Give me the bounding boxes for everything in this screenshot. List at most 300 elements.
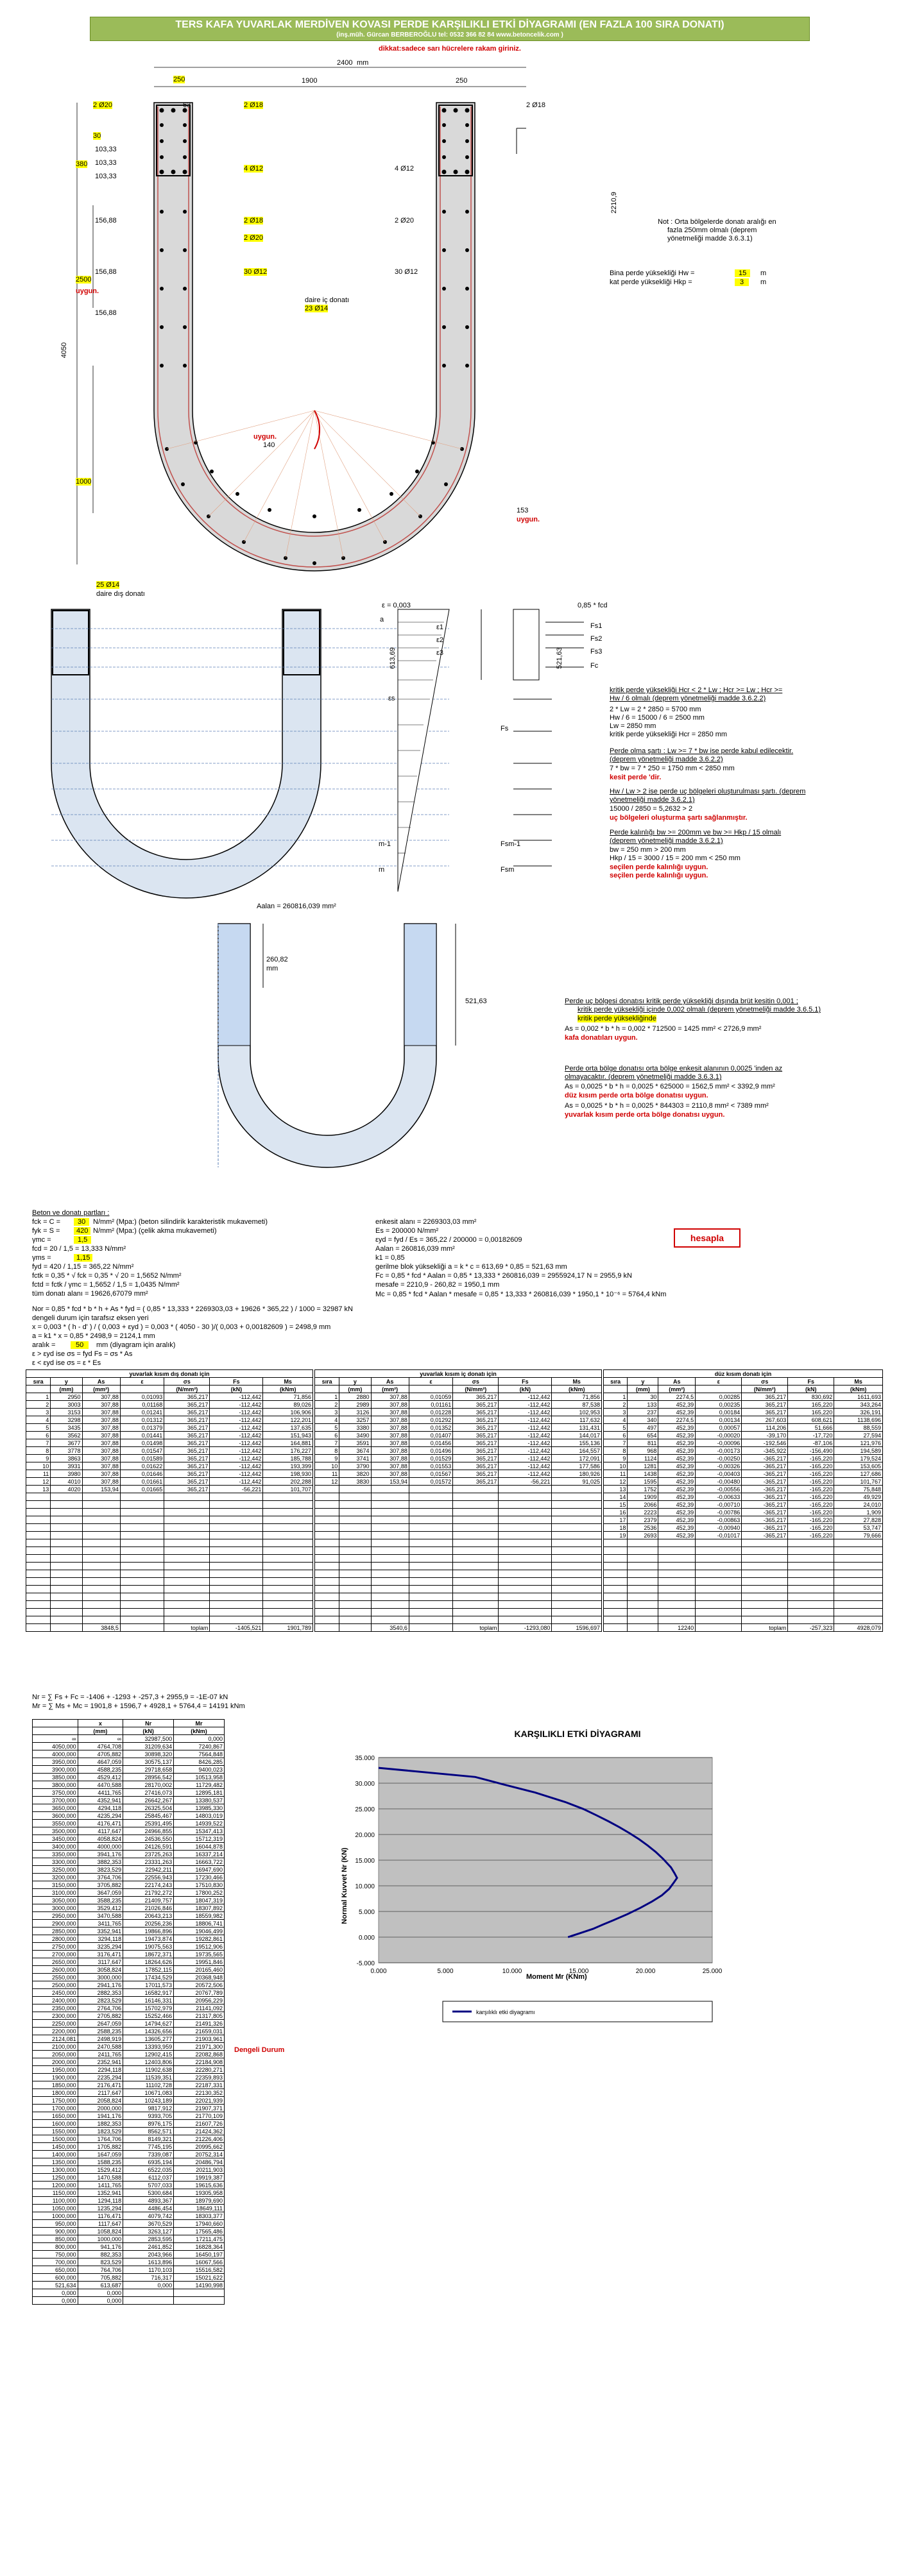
table-cell: 365,217: [453, 1401, 499, 1409]
table-row: [33, 2097, 225, 2105]
fyk-input[interactable]: 420: [74, 1227, 90, 1235]
table-row: [26, 1524, 313, 1532]
table-cell: 654: [628, 1432, 658, 1439]
bar-2018c[interactable]: 2 Ø18: [244, 217, 263, 225]
table-cell: -0,01017: [696, 1532, 742, 1539]
table-cell: 452,39: [658, 1501, 696, 1509]
table-cell: -365,217: [742, 1524, 788, 1532]
table-cell: -112,442: [499, 1462, 552, 1470]
table-cell: [82, 1570, 120, 1578]
table-cell: -112,442: [210, 1432, 263, 1439]
chart-xlabel: Moment Mr (KNm): [526, 1973, 587, 1981]
mat-header: Beton ve donatı partları :: [32, 1209, 110, 1217]
table-cell: 365,217: [453, 1424, 499, 1432]
strain-fsm1: Fsm-1: [501, 840, 521, 848]
table-cell: 0,00057: [696, 1424, 742, 1432]
table-cell: 1647,059: [78, 2151, 123, 2158]
table-cell: 2764,706: [78, 2004, 123, 2012]
table-cell: [210, 1532, 263, 1539]
table-row: [33, 1966, 225, 1974]
table-cell: 307,88: [82, 1424, 120, 1432]
table-cell: [499, 1601, 552, 1609]
column-unit: (mm²): [658, 1385, 696, 1393]
table-cell: [499, 1532, 552, 1539]
table-cell: [552, 1532, 602, 1539]
table-cell: 102,953: [552, 1409, 602, 1416]
table-row: [33, 2174, 225, 2182]
table-cell: 30575,137: [123, 1758, 174, 1766]
table-cell: [371, 1547, 409, 1555]
column-header: ε: [409, 1378, 452, 1385]
table-cell: 365,217: [164, 1455, 210, 1462]
table-cell: 2176,471: [78, 2081, 123, 2089]
table-cell: 1750,000: [33, 2097, 78, 2105]
table-cell: 19615,636: [174, 2182, 225, 2189]
table-cell: 4588,235: [78, 1766, 123, 1774]
table-cell: [628, 1563, 658, 1570]
table-cell: [552, 1586, 602, 1593]
table-row: [315, 1486, 602, 1493]
table-cell: 9400,023: [174, 1766, 225, 1774]
table-cell: 22556,943: [123, 1874, 174, 1881]
table-cell: 27416,073: [123, 1789, 174, 1797]
table-cell: 16450,197: [174, 2251, 225, 2258]
table-cell: [82, 1555, 120, 1563]
aralik-input[interactable]: 50: [71, 1341, 89, 1349]
table-cell: [628, 1555, 658, 1563]
table-cell: 3100,000: [33, 1889, 78, 1897]
table-row: [33, 1989, 225, 1997]
table-cell: 497: [628, 1424, 658, 1432]
gmc-input[interactable]: 1,5: [74, 1236, 91, 1244]
table-cell: -0,00940: [696, 1524, 742, 1532]
table-cell: [834, 1555, 883, 1563]
table-cell: 30: [628, 1393, 658, 1401]
dim-2210: 2210,9: [610, 192, 618, 214]
table-cell: 3882,353: [78, 1858, 123, 1866]
table-row: [33, 1866, 225, 1874]
uc-l5: kafa donatıları uygun.: [565, 1034, 638, 1042]
area-label: Aalan = 260816,039 mm²: [257, 902, 336, 910]
table-cell: 0,01241: [120, 1409, 164, 1416]
column-unit: (kN): [788, 1385, 834, 1393]
table-cell: 13: [604, 1486, 628, 1493]
table-cell: 3300,000: [33, 1858, 78, 1866]
table-cell: [604, 1593, 628, 1601]
table-cell: [371, 1516, 409, 1524]
compression-area-diagram: [205, 911, 590, 1180]
column-header: As: [371, 1378, 409, 1385]
table-cell: [834, 1547, 883, 1555]
dim-30[interactable]: 30: [93, 132, 101, 140]
table-cell: [371, 1563, 409, 1570]
table-cell: 0,01496: [409, 1447, 452, 1455]
table-row: [315, 1470, 602, 1478]
table-cell: 1350,000: [33, 2158, 78, 2166]
dim-2500[interactable]: 2500: [76, 276, 92, 284]
chart-title: KARŞILIKLI ETKİ DİYAGRAMI: [514, 1729, 641, 1739]
sum-mr: Mr = ∑ Ms + Mc = 1901,8 + 1596,7 + 4928,1 + 5764,4 = 14191 kNm: [32, 1702, 245, 1710]
column-header: y: [51, 1378, 82, 1385]
table-cell: 365,217: [453, 1416, 499, 1424]
table-cell: [339, 1563, 371, 1570]
table-cell: 153,94: [82, 1486, 120, 1493]
column-unit: (kN): [210, 1385, 263, 1393]
table-cell: 12403,806: [123, 2058, 174, 2066]
table-cell: [263, 1609, 313, 1616]
table-cell: 4050,000: [33, 1743, 78, 1750]
table-cell: 452,39: [658, 1401, 696, 1409]
table-cell: 1800,000: [33, 2089, 78, 2097]
table-cell: 3153: [51, 1409, 82, 1416]
table-cell: 2274,5: [658, 1416, 696, 1424]
table-cell: [742, 1547, 788, 1555]
table-cell: 6: [604, 1432, 628, 1439]
table-cell: 15021,622: [174, 2274, 225, 2282]
table-cell: 3058,824: [78, 1966, 123, 1974]
table-cell: 2: [26, 1401, 51, 1409]
table-cell: ∞: [33, 1735, 78, 1743]
table-cell: [552, 1501, 602, 1509]
uygun-b: uygun.: [253, 433, 277, 441]
table-row: [26, 1416, 313, 1424]
table-row: [604, 1539, 883, 1547]
table-cell: 900,000: [33, 2228, 78, 2235]
table-cell: [696, 1601, 742, 1609]
dim-250b: 250: [456, 77, 468, 85]
table-cell: 89,026: [263, 1401, 313, 1409]
table-cell: 1752: [628, 1486, 658, 1493]
table-cell: [339, 1501, 371, 1509]
table-cell: [315, 1547, 339, 1555]
bar-2020a[interactable]: 2 Ø20: [93, 101, 112, 109]
dim-380[interactable]: 380: [76, 160, 88, 168]
table-cell: 365,217: [742, 1409, 788, 1416]
table-cell: 3650,000: [33, 1804, 78, 1812]
table-cell: -112,442: [210, 1462, 263, 1470]
table-cell: 122,201: [263, 1416, 313, 1424]
table-cell: [552, 1570, 602, 1578]
table-cell: [499, 1516, 552, 1524]
fck-input[interactable]: 30: [74, 1218, 89, 1226]
table-cell: 15712,319: [174, 1835, 225, 1843]
dengeli-label: Dengeli Durum: [234, 2046, 285, 2054]
table-cell: 21226,406: [174, 2135, 225, 2143]
strain-e: ε = 0,003: [382, 602, 411, 609]
table-cell: 1950,000: [33, 2066, 78, 2074]
orta-l3: As = 0,0025 * b * h = 0,0025 * 625000 = 1562,5 mm² < 3392,9 mm²: [565, 1083, 775, 1090]
table-cell: -165,220: [788, 1462, 834, 1470]
hw-unit: m: [760, 269, 767, 277]
table-cell: [604, 1578, 628, 1586]
check-l13: 15000 / 2850 = 5,2632 > 2: [610, 805, 693, 813]
ek-5: k1 = 0,85: [375, 1254, 405, 1262]
table-cell: toplam: [453, 1624, 499, 1632]
table-cell: [339, 1616, 371, 1624]
table-row: [33, 1997, 225, 2004]
table-cell: [552, 1539, 602, 1547]
table-cell: 23331,263: [123, 1858, 174, 1866]
gms-input[interactable]: 1,15: [74, 1254, 92, 1262]
table-row: [26, 1547, 313, 1555]
table-cell: 15: [604, 1501, 628, 1509]
table-cell: [453, 1586, 499, 1593]
table-cell: 24966,855: [123, 1827, 174, 1835]
table-cell: 0,00285: [696, 1393, 742, 1401]
table-cell: [315, 1578, 339, 1586]
table-cell: [26, 1539, 51, 1547]
dim-2400: 2400: [337, 59, 353, 67]
table-cell: 14803,019: [174, 1812, 225, 1820]
table-cell: [51, 1578, 82, 1586]
table-row: [315, 1509, 602, 1516]
table-cell: 3700,000: [33, 1797, 78, 1804]
table-cell: [82, 1524, 120, 1532]
table-cell: 307,88: [82, 1409, 120, 1416]
table-cell: 1281: [628, 1462, 658, 1470]
table-cell: 3670,529: [123, 2220, 174, 2228]
table-cell: [453, 1493, 499, 1501]
table-cell: 3000,000: [33, 1904, 78, 1912]
table-cell: 2461,852: [123, 2243, 174, 2251]
strain-e1: ε1: [436, 623, 444, 631]
table-cell: 1650,000: [33, 2112, 78, 2120]
table-cell: 19282,861: [174, 1935, 225, 1943]
table-cell: 5300,684: [123, 2189, 174, 2197]
dim-103c: 103,33: [95, 173, 117, 180]
table-cell: 365,217: [164, 1401, 210, 1409]
table-row: [315, 1478, 602, 1486]
dim-63: 63: [183, 101, 191, 109]
table-cell: 365,217: [164, 1478, 210, 1486]
uc-l4: As = 0,002 * b * h = 0,002 * 712500 = 1425 mm² < 2726,9 mm²: [565, 1025, 762, 1033]
table-cell: 307,88: [82, 1455, 120, 1462]
table-cell: [499, 1493, 552, 1501]
bar-2018a[interactable]: 2 Ø18: [244, 101, 263, 109]
table-cell: 343,264: [834, 1401, 883, 1409]
table-cell: 20486,794: [174, 2158, 225, 2166]
table-cell: [263, 1493, 313, 1501]
table-cell: [658, 1616, 696, 1624]
table-cell: [696, 1578, 742, 1586]
table-cell: [552, 1601, 602, 1609]
fyd-line: fyd = 420 / 1,15 = 365,22 N/mm²: [32, 1263, 134, 1271]
table-cell: -112,442: [499, 1393, 552, 1401]
table-cell: 19951,846: [174, 1958, 225, 1966]
bar-3012a[interactable]: 30 Ø12: [244, 268, 268, 276]
table-cell: [499, 1578, 552, 1586]
table-cell: 3800,000: [33, 1781, 78, 1789]
table-cell: 27,594: [834, 1432, 883, 1439]
ek-4: Aalan = 260816,039 mm²: [375, 1245, 455, 1253]
table-cell: [164, 1509, 210, 1516]
table-row: [33, 2158, 225, 2166]
table-cell: 18649,111: [174, 2205, 225, 2212]
table-cell: 2500,000: [33, 1981, 78, 1989]
table-cell: 3126: [339, 1409, 371, 1416]
table-cell: [628, 1547, 658, 1555]
table-cell: [788, 1570, 834, 1578]
table-cell: 1100,000: [33, 2197, 78, 2205]
table-cell: [552, 1578, 602, 1586]
table-cell: 185,788: [263, 1455, 313, 1462]
table-cell: [51, 1501, 82, 1509]
table-row: [33, 2205, 225, 2212]
table-row: [315, 1539, 602, 1547]
table-cell: [628, 1616, 658, 1624]
table-cell: [164, 1601, 210, 1609]
table-cell: 11: [26, 1470, 51, 1478]
table-cell: [123, 2297, 174, 2305]
area-mm: mm: [266, 965, 278, 972]
bar-2020b[interactable]: 2 Ø20: [244, 234, 263, 242]
chart-ylabel: Normal Kuvvet Nr (KN): [341, 1847, 348, 1924]
table-row: [26, 1486, 313, 1493]
bar-3012b: 30 Ø12: [395, 268, 418, 276]
column-unit: [120, 1385, 164, 1393]
column-header: ε: [120, 1378, 164, 1385]
bar-2314[interactable]: 23 Ø14: [305, 305, 329, 312]
table-cell: 1: [26, 1393, 51, 1401]
table-row: [33, 1858, 225, 1866]
table-cell: 20995,662: [174, 2143, 225, 2151]
table-cell: [499, 1501, 552, 1509]
table-cell: [742, 1609, 788, 1616]
table-row: [604, 1601, 883, 1609]
table-cell: 365,217: [164, 1424, 210, 1432]
table-cell: 21971,300: [174, 2043, 225, 2051]
column-unit: (kNm): [552, 1385, 602, 1393]
table-cell: [628, 1601, 658, 1609]
table-cell: -0,00250: [696, 1455, 742, 1462]
table-cell: [628, 1624, 658, 1632]
table-cell: 452,39: [658, 1432, 696, 1439]
table-cell: 11539,351: [123, 2074, 174, 2081]
table-cell: [371, 1578, 409, 1586]
x-tick-label: 0.000: [370, 1968, 387, 1975]
dim-153: 153: [517, 507, 529, 514]
table-row: [26, 1509, 313, 1516]
table-cell: [315, 1524, 339, 1532]
table-row: [33, 2135, 225, 2143]
column-header: sıra: [315, 1378, 339, 1385]
table-cell: [453, 1486, 499, 1493]
table-cell: 3250,000: [33, 1866, 78, 1874]
bar-2514[interactable]: 25 Ø14: [96, 581, 120, 589]
table-row: [33, 2166, 225, 2174]
table-cell: 365,217: [742, 1401, 788, 1409]
table-cell: [628, 1578, 658, 1586]
table-cell: [26, 1493, 51, 1501]
table-cell: 2000,000: [33, 2058, 78, 2066]
column-unit: [409, 1385, 452, 1393]
table-cell: [26, 1524, 51, 1532]
table-cell: 8: [315, 1447, 339, 1455]
table-cell: 307,88: [82, 1432, 120, 1439]
table-row: [315, 1601, 602, 1609]
table-row: [604, 1462, 883, 1470]
check-l7: Perde olma şartı : Lw >= 7 * bw ise perde kabul edilecektir.: [610, 747, 794, 755]
table-cell: 2880: [339, 1393, 371, 1401]
table-cell: 71,856: [552, 1393, 602, 1401]
column-unit: [604, 1385, 628, 1393]
table-cell: [658, 1609, 696, 1616]
table-cell: 1200,000: [33, 2182, 78, 2189]
table-cell: [409, 1578, 452, 1586]
column-header: Mr: [174, 1720, 225, 1727]
table-cell: 2853,595: [123, 2235, 174, 2243]
table-cell: [696, 1539, 742, 1547]
table-row: [33, 1943, 225, 1951]
table-cell: [339, 1539, 371, 1547]
dim-250a[interactable]: 250: [173, 76, 185, 83]
table-cell: 0,01622: [120, 1462, 164, 1470]
table-row: [604, 1524, 883, 1532]
y-tick-label: 35.000: [355, 1755, 375, 1762]
table-cell: [123, 2289, 174, 2297]
dim-156b: 156,88: [95, 268, 117, 276]
table-row: [315, 1547, 602, 1555]
calculate-button[interactable]: hesapla: [674, 1228, 741, 1248]
table-cell: 24126,591: [123, 1843, 174, 1851]
table-cell: -345,922: [742, 1447, 788, 1455]
table-cell: 1352,941: [78, 2189, 123, 2197]
table-cell: 179,524: [834, 1455, 883, 1462]
table-cell: 5707,033: [123, 2182, 174, 2189]
table-cell: 0,01161: [409, 1401, 452, 1409]
x-tick-label: 20.000: [635, 1968, 656, 1975]
table-cell: 176,227: [263, 1447, 313, 1455]
dim-1000[interactable]: 1000: [76, 478, 92, 486]
table-cell: 0,01292: [409, 1416, 452, 1424]
table-cell: 88,559: [834, 1424, 883, 1432]
table-cell: [51, 1570, 82, 1578]
hw-input[interactable]: 15: [735, 269, 750, 277]
table-row: [26, 1601, 313, 1609]
bar-412a[interactable]: 4 Ø12: [244, 165, 263, 173]
table-cell: 365,217: [453, 1478, 499, 1486]
table-cell: 20572,506: [174, 1981, 225, 1989]
table-cell: 1600,000: [33, 2120, 78, 2128]
table-cell: [604, 1539, 628, 1547]
table-cell: [164, 1586, 210, 1593]
table-cell: [371, 1616, 409, 1624]
n-7: ε < εyd ise σs = ε * Es: [32, 1359, 101, 1367]
table-cell: 3435: [51, 1424, 82, 1432]
table-cell: 29718,658: [123, 1766, 174, 1774]
table-cell: [658, 1555, 696, 1563]
table-cell: 307,88: [371, 1432, 409, 1439]
table-cell: [164, 1616, 210, 1624]
hkp-input[interactable]: 3: [735, 278, 749, 286]
table-cell: 3550,000: [33, 1820, 78, 1827]
table-cell: [742, 1578, 788, 1586]
table-cell: 0,000: [123, 2282, 174, 2289]
table-cell: [210, 1578, 263, 1586]
column-header: x: [78, 1720, 123, 1727]
table-cell: 1500,000: [33, 2135, 78, 2143]
table-cell: 365,217: [453, 1447, 499, 1455]
table-cell: 3931: [51, 1462, 82, 1470]
table-cell: 22021,939: [174, 2097, 225, 2105]
table-cell: 17852,115: [123, 1966, 174, 1974]
table-cell: 3778: [51, 1447, 82, 1455]
table-cell: [658, 1539, 696, 1547]
table-cell: [552, 1516, 602, 1524]
table-row: [604, 1493, 883, 1501]
table-row: [315, 1609, 602, 1616]
orta-l5: As = 0,0025 * b * h = 0,0025 * 844303 = 2110,8 mm² < 7389 mm²: [565, 1102, 769, 1110]
